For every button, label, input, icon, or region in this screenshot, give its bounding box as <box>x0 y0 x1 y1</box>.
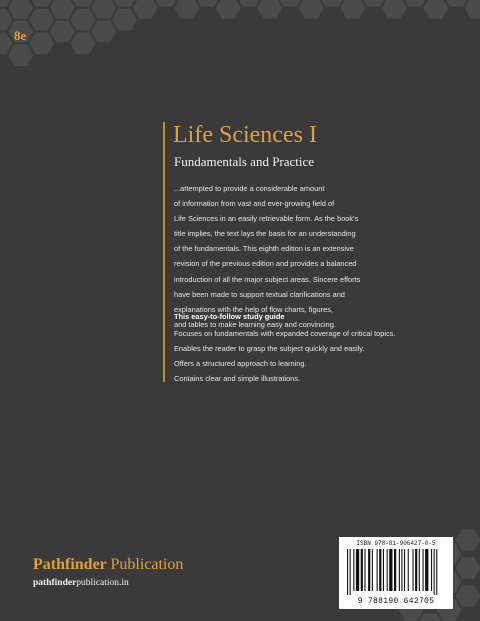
hexagon-shape <box>320 0 345 7</box>
description-line: and tables to make learning easy and convincing. <box>174 319 336 329</box>
hexagon-shape <box>174 0 199 19</box>
barcode-bar <box>377 549 378 591</box>
hexagon-shape <box>112 9 137 31</box>
barcode-bar <box>383 549 384 591</box>
description-line: ...attempted to provide a considerable amount <box>174 184 325 193</box>
hexagon-shape <box>91 21 116 43</box>
book-title: Life Sciences I <box>173 122 317 148</box>
hexagon-shape <box>423 0 448 19</box>
hexagon-shape <box>91 0 116 19</box>
hexagon-shape <box>71 0 96 7</box>
feature-item: Contains clear and simple illustrations. <box>174 374 301 384</box>
publisher-name <box>33 556 183 574</box>
description-line: of information from vast and ever-growing field of <box>174 199 335 209</box>
barcode-digits: 9 788190 642705 <box>357 597 435 606</box>
hexagon-shape <box>8 0 33 19</box>
hexagon-shape <box>456 529 480 551</box>
hexagon-shape <box>278 0 303 7</box>
description-line: introduction of all the major subject areas. Sincere efforts <box>174 274 361 284</box>
website-bold: pathfinder <box>33 578 77 588</box>
feature-list <box>174 326 395 386</box>
hexagon-shape <box>403 0 428 7</box>
hexagon-shape <box>71 9 96 31</box>
feature-item: Enables the reader to grasp the subject quickly and easily. <box>174 344 365 354</box>
barcode-bar <box>389 549 392 591</box>
description-line: have been made to support textual clarifications and <box>174 289 345 299</box>
hexagon-shape <box>29 9 54 31</box>
barcode-bars <box>345 549 447 595</box>
hexagon-shape <box>465 0 480 19</box>
hexagon-shape <box>216 0 241 19</box>
hexagon-shape <box>29 0 54 7</box>
guide-heading: This easy-to-follow study guide <box>174 312 285 321</box>
website-rest: publication.in <box>76 578 129 588</box>
publisher-website <box>33 578 129 588</box>
barcode-bar <box>361 549 363 591</box>
accent-divider <box>163 122 165 382</box>
publisher-name-rest: Publication <box>110 556 184 573</box>
hexagon-shape <box>0 9 13 31</box>
barcode-bar <box>356 549 359 591</box>
barcode-bar <box>379 549 381 591</box>
barcode-bar <box>419 549 420 591</box>
description-line: of the fundamentals. This eighth edition is an extensive <box>174 244 354 254</box>
hexagon-shape <box>50 0 75 19</box>
hexagon-shape <box>29 33 54 55</box>
hexagon-shape <box>382 0 407 19</box>
book-subtitle: Fundamentals and Practice <box>174 154 315 169</box>
hexagon-shape <box>456 557 480 579</box>
hexagon-shape <box>133 0 158 19</box>
hexagon-shape <box>418 613 443 621</box>
description-line: Life Sciences in an easily retrievable form. As the book's <box>174 214 359 224</box>
hexagon-shape <box>195 0 220 7</box>
barcode-bar <box>399 549 400 591</box>
hexagon-shape <box>0 33 13 55</box>
barcode-bar <box>387 549 388 591</box>
hexagon-shape <box>340 0 365 19</box>
barcode-bar <box>425 549 428 591</box>
barcode-bar <box>350 549 351 595</box>
barcode-bar <box>372 549 373 591</box>
description-line: explanations with the help of flow charts, figures, <box>174 304 333 314</box>
hexagon-shape <box>456 585 480 607</box>
barcode-bar <box>415 549 417 591</box>
barcode-bar <box>394 549 396 591</box>
description-line: revision of the previous edition and provides a balanced <box>174 259 357 269</box>
hexagon-shape <box>444 0 469 7</box>
hexagon-shape <box>71 33 96 55</box>
barcode-bar <box>436 549 437 595</box>
barcode-bar <box>431 549 432 591</box>
publisher-name-bold: Pathfinder <box>33 556 107 573</box>
edition-badge: 8e <box>14 28 27 43</box>
isbn-text: ISBN 978-81-906427-0-5 <box>356 540 436 547</box>
barcode-bar <box>364 549 365 591</box>
hexagon-shape <box>50 21 75 43</box>
barcode-bar <box>401 549 402 591</box>
hexagon-shape <box>257 0 282 19</box>
barcode-bar <box>434 549 435 595</box>
hexagon-shape <box>299 0 324 19</box>
hexagon-shape <box>8 44 33 66</box>
barcode-bar <box>413 549 414 591</box>
barcode-bar <box>368 549 370 591</box>
barcode-bar <box>423 549 424 591</box>
description-line: title implies, the text lays the basis for an understanding <box>174 229 356 239</box>
barcode-bar <box>408 549 409 591</box>
hexagon-shape <box>112 0 137 7</box>
feature-item: Offers a structured approach to learning. <box>174 359 307 369</box>
hexagon-shape <box>237 0 262 7</box>
barcode-bar <box>353 549 354 591</box>
hexagon-shape <box>154 0 179 7</box>
isbn-barcode <box>339 537 453 609</box>
barcode-bar <box>404 549 405 591</box>
description <box>174 181 414 332</box>
barcode-bar <box>347 549 348 595</box>
feature-item: Focuses on fundamentals with expanded coverage of critical topics. <box>174 329 396 338</box>
hexagon-shape <box>361 0 386 7</box>
